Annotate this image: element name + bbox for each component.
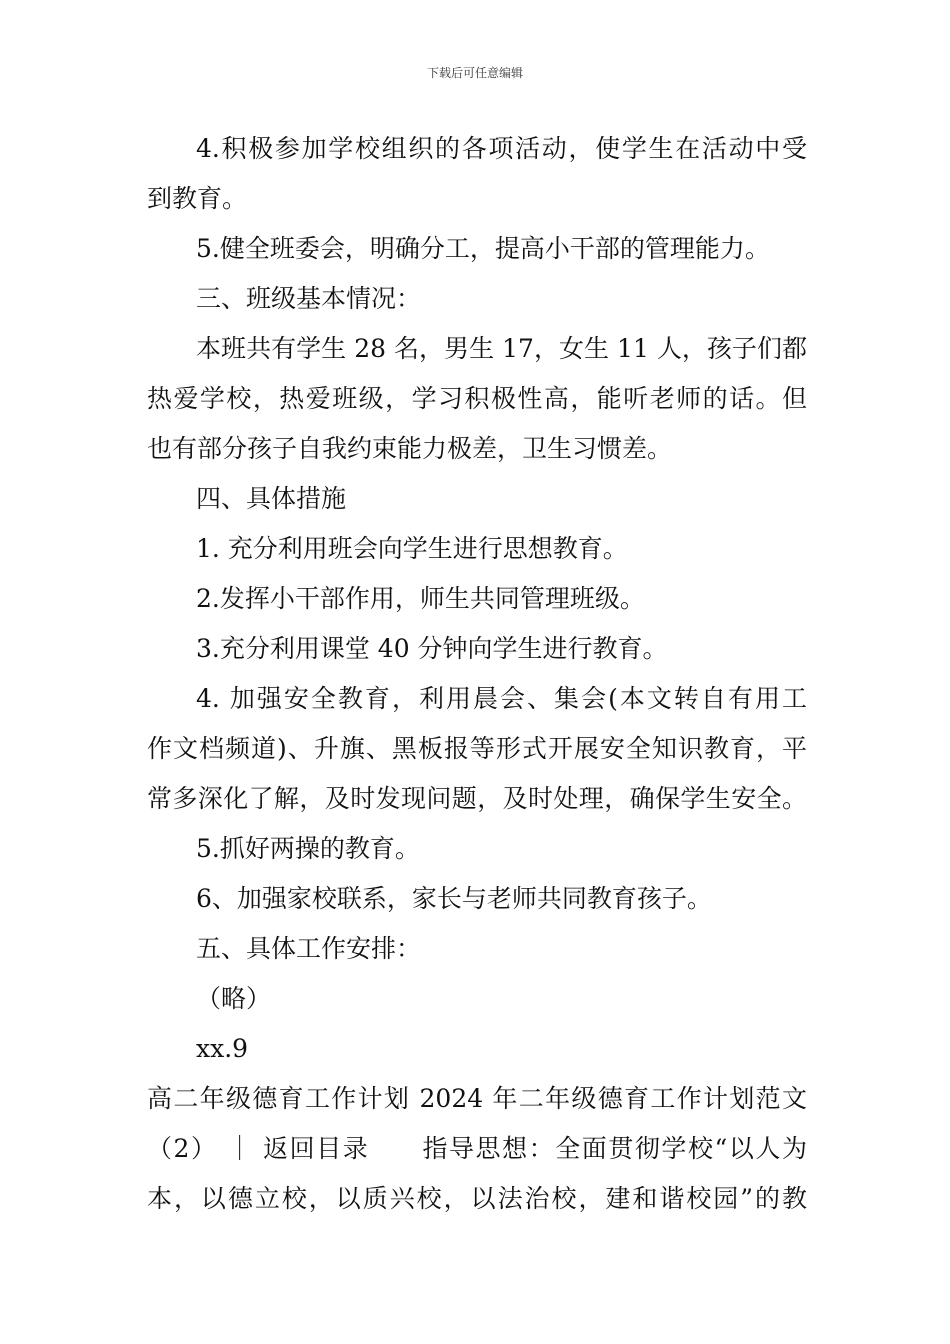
list-item: 1. 充分利用班会向学生进行思想教育。 xyxy=(196,534,628,563)
paragraph-line: （略） xyxy=(196,984,272,1013)
paragraph-line: （2） ｜ 返回目录 指导思想：全面贯彻学校“以人为 xyxy=(147,1134,807,1163)
paragraph-line: 5.健全班委会，明确分工，提高小干部的管理能力。 xyxy=(196,234,770,263)
list-item: 5.抓好两操的教育。 xyxy=(196,834,420,863)
section-heading: 四、具体措施 xyxy=(196,484,347,513)
paragraph-line: 热爱学校，热爱班级，学习积极性高，能听老师的话。但 xyxy=(147,384,807,413)
paragraph-line: 本，以德立校，以质兴校，以法治校，建和谐校园”的教 xyxy=(147,1184,807,1213)
paragraph-line: 到教育。 xyxy=(147,184,248,213)
list-item: 4. 加强安全教育，利用晨会、集会(本文转自有用工 xyxy=(196,684,807,713)
paragraph-line: 作文档频道)、升旗、黑板报等形式开展安全知识教育，平 xyxy=(147,734,807,763)
paragraph-line: 也有部分孩子自我约束能力极差，卫生习惯差。 xyxy=(147,434,673,463)
list-item: 6、加强家校联系，家长与老师共同教育孩子。 xyxy=(196,884,712,913)
list-item: 2.发挥小干部作用，师生共同管理班级。 xyxy=(196,584,645,613)
page-header: 下载后可任意编辑 xyxy=(426,66,523,80)
paragraph-line: 常多深化了解，及时发现问题，及时处理，确保学生安全。 xyxy=(147,784,807,813)
section-heading: 三、班级基本情况： xyxy=(196,284,422,313)
date-line: xx.9 xyxy=(196,1034,249,1063)
document-title-line: 高二年级德育工作计划 2024 年二年级德育工作计划范文 xyxy=(147,1084,807,1113)
paragraph-line: 4.积极参加学校组织的各项活动，使学生在活动中受 xyxy=(196,134,807,163)
section-heading: 五、具体工作安排： xyxy=(196,934,422,963)
paragraph-line: 本班共有学生 28 名，男生 17，女生 11 人，孩子们都 xyxy=(196,334,807,363)
list-item: 3.充分利用课堂 40 分钟向学生进行教育。 xyxy=(196,634,668,663)
